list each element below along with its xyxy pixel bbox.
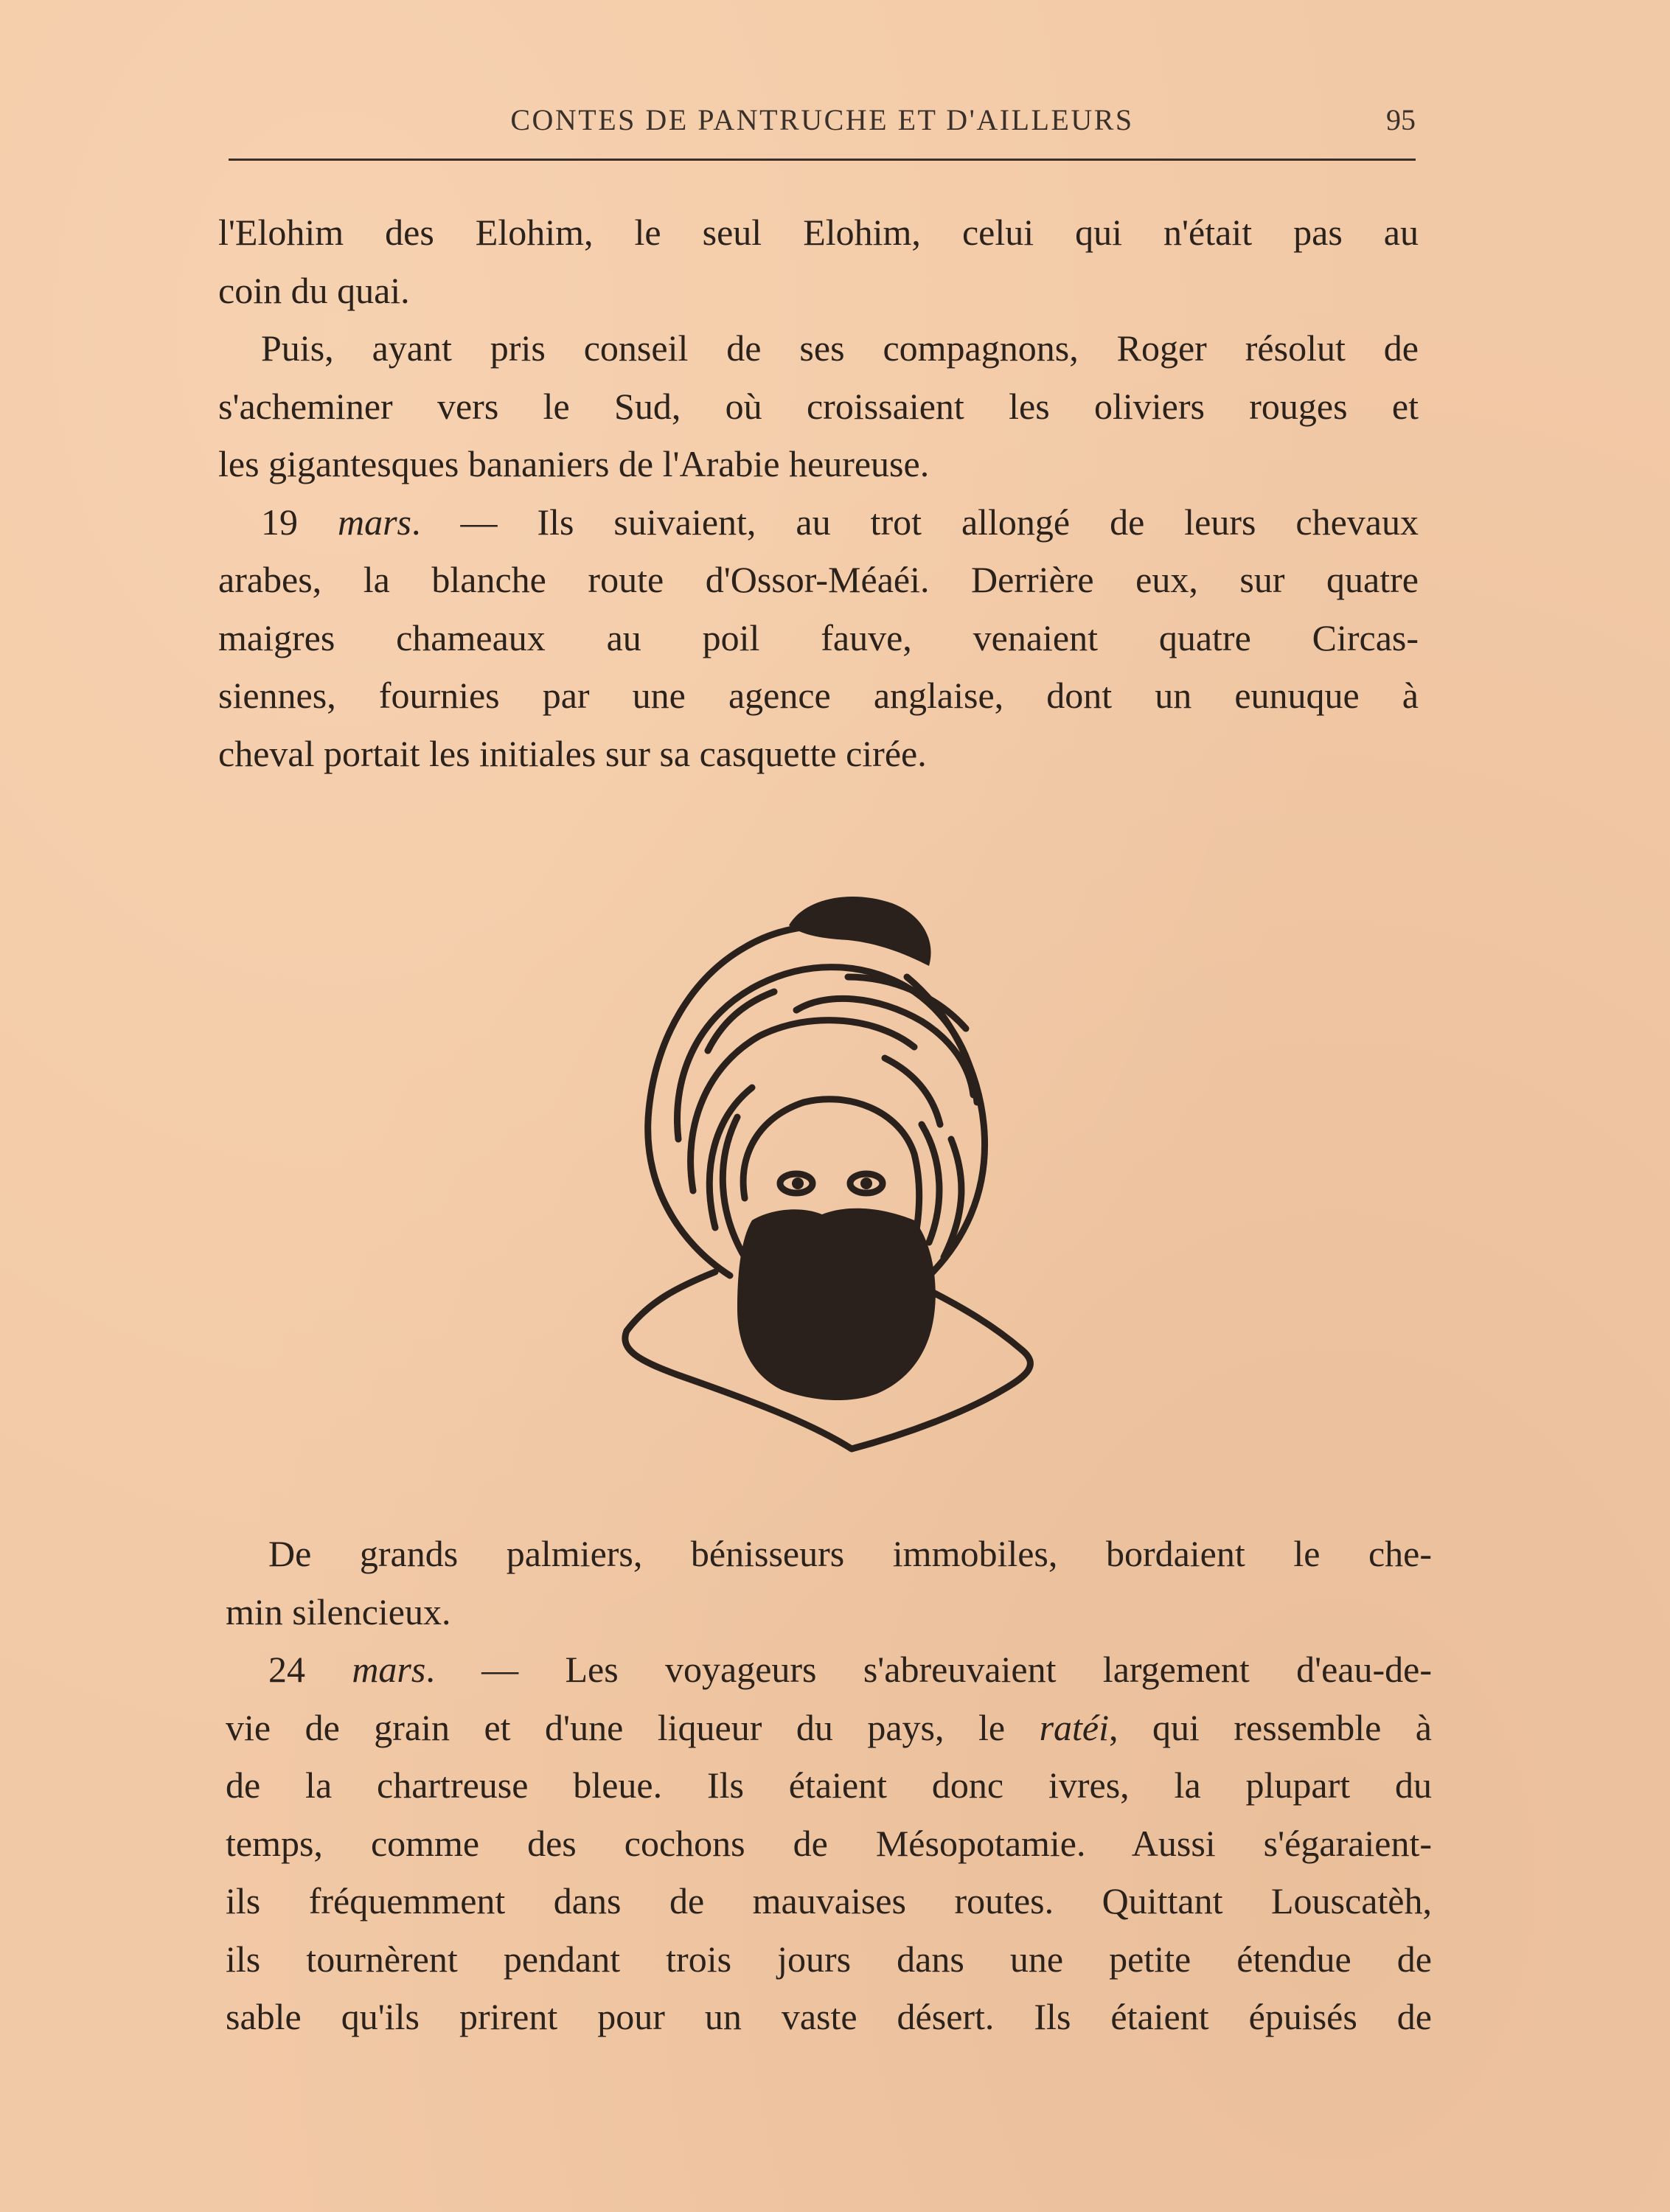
text-line: Puis, ayant pris conseil de ses compagnons, Roger résolut de	[261, 327, 1419, 369]
text-block-top	[218, 204, 1419, 782]
text-line: vie de grain et d'une liqueur du pays, le ratéi, qui ressemble à	[226, 1706, 1432, 1748]
text-line: 24 mars. — Les voyageurs s'abreuvaient largement d'eau-de-	[268, 1649, 1433, 1690]
text-line: ils tournèrent pendant trois jours dans une petite étendue de	[226, 1938, 1432, 1980]
turbaned-head-illustration	[568, 874, 1084, 1464]
text-block-bottom	[226, 1525, 1432, 2046]
header-rule	[229, 159, 1416, 161]
text-line: 19 mars. — Ils suivaient, au trot allongé de leurs chevaux	[261, 501, 1419, 543]
text-line: min silencieux.	[226, 1590, 451, 1632]
text-line: les gigantesques bananiers de l'Arabie heureuse.	[218, 443, 930, 484]
text-line: De grands palmiers, bénisseurs immobiles, bordaient le che-	[268, 1533, 1432, 1574]
running-title: CONTES DE PANTRUCHE ET D'AILLEURS	[510, 103, 1134, 136]
text-line: coin du quai.	[218, 269, 410, 311]
running-head	[229, 100, 1416, 144]
text-line: l'Elohim des Elohim, le seul Elohim, celui qui n'était pas au	[218, 212, 1419, 253]
text-line: arabes, la blanche route d'Ossor-Méaéi. Derrière eux, sur quatre	[218, 559, 1419, 600]
text-line: cheval portait les initiales sur sa casquette cirée.	[218, 732, 927, 774]
text-line: siennes, fournies par une agence anglaise, dont un eunuque à	[218, 675, 1419, 716]
text-line: temps, comme des cochons de Mésopotamie. Aussi s'égaraient-	[226, 1822, 1432, 1864]
text-line: de la chartreuse bleue. Ils étaient donc ivres, la plupart du	[226, 1764, 1432, 1806]
text-line: ils fréquemment dans de mauvaises routes. Quittant Louscatèh,	[226, 1880, 1432, 1921]
page-number: 95	[1386, 103, 1416, 136]
text-line: sable qu'ils prirent pour un vaste désert. Ils étaient épuisés de	[226, 1996, 1432, 2037]
text-line: maigres chameaux au poil fauve, venaient quatre Circas-	[218, 616, 1419, 658]
text-line: s'acheminer vers le Sud, où croissaient les oliviers rouges et	[218, 385, 1419, 427]
